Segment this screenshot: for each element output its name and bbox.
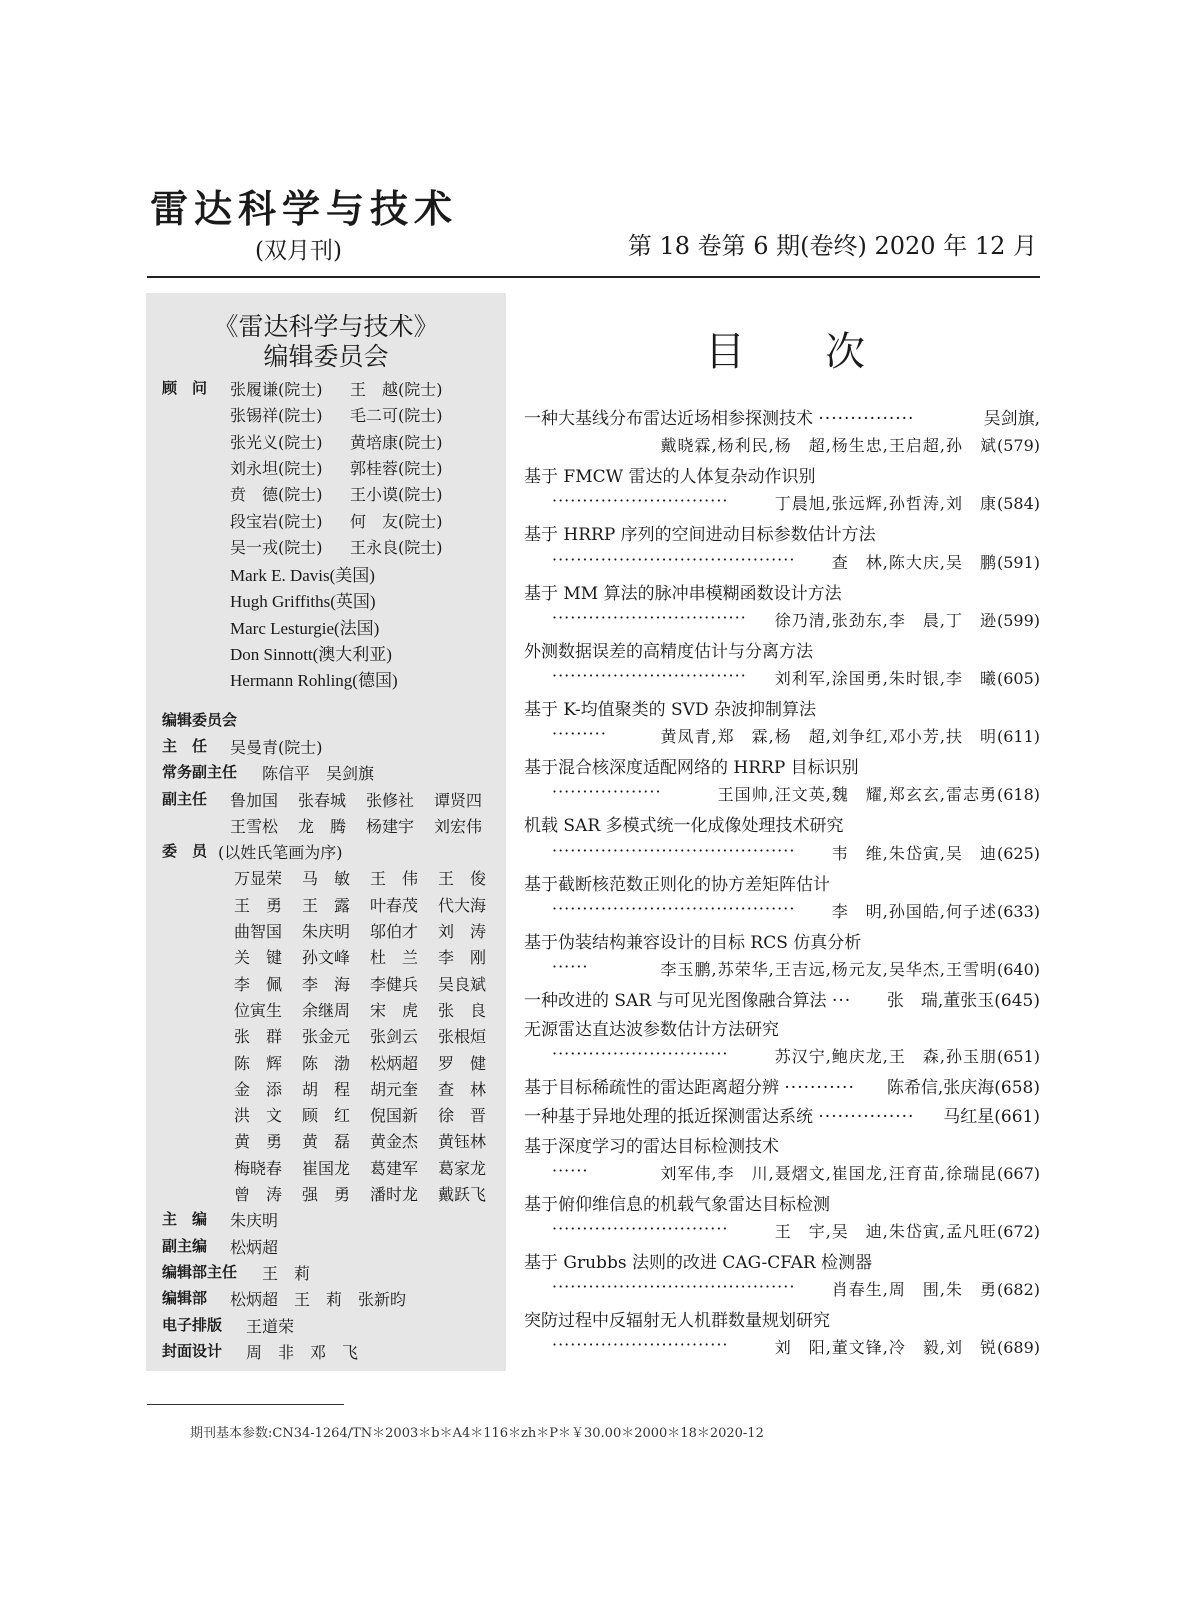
foreign-advisor-name: Don Sinnott(澳大利亚) (230, 645, 392, 664)
advisor-name: 刘永坦(院士) (230, 458, 323, 478)
board-row (162, 1235, 502, 1259)
toc-page: (599) (996, 610, 1040, 630)
member-name: 倪国新 (370, 1106, 419, 1126)
board-row (162, 456, 502, 480)
toc-authors: 黄凤青,郑 霖,杨 超,刘争红,邓小芳,扶 明 (660, 727, 997, 747)
member-name: 刘 涛 (438, 922, 487, 941)
vice-chair-name: 王雪松 (230, 816, 279, 836)
toc-authors-with-page (832, 841, 1040, 864)
office-label: 编辑部 (162, 1289, 208, 1308)
advisor-name: 段宝岩(院士) (230, 511, 323, 531)
toc-authors-with-page (775, 608, 1040, 631)
toc-entry-line (524, 1073, 1040, 1098)
member-name: 王 露 (302, 895, 351, 915)
toc-entry-title: 机载 SAR 多模式统一化成像处理技术研究 (524, 816, 844, 837)
member-name: 孙文峰 (302, 948, 351, 968)
toc-authors: 李玉鹏,苏荣华,王吉远,杨元友,吴华杰,王雪明 (660, 959, 997, 979)
toc-dots: ····························· (552, 1335, 729, 1355)
member-name: 顾 红 (302, 1106, 351, 1126)
toc-title: 一种基于异地处理的抵近探测雷达系统 (524, 1107, 813, 1128)
toc-entry-author-line (524, 782, 1040, 805)
toc-authors: 张 瑞,董张玉 (886, 991, 995, 1011)
editor-in-chief: 朱庆明 (230, 1211, 279, 1231)
board-row (162, 893, 502, 917)
toc-authors: 刘军伟,李 川,聂熠文,崔国龙,汪育苗,徐瑞昆 (660, 1163, 997, 1183)
advisor-name: 何 友(院士) (350, 511, 443, 531)
toc-entry-author-line (524, 1277, 1040, 1300)
member-name: 陈 辉 (234, 1053, 283, 1073)
toc-entry-title: 基于伪装结构兼容设计的目标 RCS 仿真分析 (524, 932, 862, 953)
member-name: 朱庆明 (302, 922, 351, 941)
toc-entry-title: 基于俯仰维信息的机载气象雷达目标检测 (524, 1194, 830, 1215)
exec-vice-label: 常务副主任 (162, 763, 238, 782)
editorial-board-panel (146, 293, 506, 1371)
member-name: 余继周 (302, 1000, 351, 1020)
toc-authors: 马红星 (943, 1107, 995, 1128)
advisor-name: 王永良(院士) (350, 537, 443, 557)
toc-entry-author-line (524, 550, 1040, 573)
typesetting-label: 电子排版 (162, 1315, 223, 1334)
toc-page: (672) (996, 1221, 1040, 1241)
toc-page: (625) (996, 843, 1040, 863)
board-row (162, 1182, 502, 1206)
member-name: 强 勇 (302, 1185, 351, 1204)
advisor-name: 张履谦(院士) (230, 380, 323, 399)
advisors-label: 顾 问 (162, 379, 208, 397)
member-name: 邬伯才 (370, 922, 419, 941)
board-row (162, 482, 502, 506)
toc-authors: 刘 阳,董文锋,冷 毅,刘 锐 (774, 1338, 997, 1358)
member-name: 潘时龙 (370, 1185, 419, 1204)
board-row (162, 1129, 502, 1153)
member-name: 王 伟 (370, 869, 419, 889)
advisor-name: 毛二可(院士) (350, 406, 443, 426)
vice-chair-name: 张修社 (366, 790, 415, 810)
toc-entry-line (524, 986, 1040, 1011)
board-row (162, 1077, 502, 1101)
toc-dots: ··· (831, 991, 852, 1011)
toc-dots: ······ (552, 1160, 589, 1180)
toc-authors-with-page (775, 666, 1040, 689)
board-row (162, 998, 502, 1022)
member-name: 李 海 (302, 974, 351, 994)
toc-page: (591) (996, 552, 1040, 572)
toc-entry-title: 基于 MM 算法的脉冲串模糊函数设计方法 (524, 583, 842, 604)
member-name: 马 敏 (302, 869, 351, 889)
members-label: 委 员 (162, 842, 208, 861)
toc-authors-with-page (775, 1219, 1040, 1242)
cover-label: 封面设计 (162, 1341, 223, 1360)
member-name: 梅晓春 (234, 1158, 283, 1178)
toc-page: (651) (996, 1047, 1040, 1067)
toc-heading: 目次 (705, 329, 945, 375)
toc-title-with-dots (524, 986, 851, 1011)
vice-chair-name: 刘宏伟 (434, 816, 483, 836)
member-name: 关 键 (234, 948, 283, 968)
toc-authors-with-page (887, 1073, 1040, 1098)
toc-title-with-dots (524, 404, 914, 429)
toc-entry-author-line (524, 957, 1040, 980)
member-name: 崔国龙 (302, 1158, 351, 1178)
foreign-advisor-name: Marc Lesturgie(法国) (230, 618, 380, 638)
board-row (162, 945, 502, 969)
board-row (162, 1261, 502, 1285)
toc-entry-title: 基于混合核深度适配网络的 HRRP 目标识别 (524, 758, 859, 779)
board-row (162, 587, 502, 611)
toc-authors: 查 林,陈大庆,吴 鹏 (831, 552, 997, 572)
toc-dots: ········· (552, 724, 607, 744)
member-name: 李 刚 (438, 948, 487, 968)
journal-frequency: (双月刊) (255, 238, 342, 264)
vice-chair-name: 杨建宇 (366, 816, 415, 836)
member-name: 张剑云 (370, 1027, 419, 1047)
board-row (162, 535, 502, 559)
committee-label: 编辑委员会 (162, 710, 238, 729)
toc-authors: 王 宇,吴 迪,朱岱寅,孟凡旺 (774, 1221, 997, 1241)
toc-dots: ··········· (784, 1078, 855, 1099)
exec-vice-names: 陈信平 吴剑旗 (262, 764, 375, 784)
member-name: 万显荣 (234, 869, 283, 889)
member-name: 位寅生 (234, 1000, 283, 1020)
toc-authors: 戴晓霖,杨利民,杨 超,杨生忠,王启超,孙 斌 (660, 436, 997, 456)
advisor-name: 吴一戎(院士) (230, 537, 323, 557)
toc-dots: ········································ (552, 549, 796, 569)
toc-entry-title: 基于 Grubbs 法则的改进 CAG-CFAR 检测器 (524, 1252, 873, 1273)
member-name: 张根烜 (438, 1027, 487, 1047)
toc-page: (579) (996, 436, 1040, 456)
member-name: 黄金杰 (370, 1132, 419, 1152)
member-name: 张 良 (438, 1000, 487, 1020)
toc-title: 一种改进的 SAR 与可见光图像融合算法 (524, 991, 827, 1011)
vice-chair-name: 鲁加国 (230, 790, 279, 810)
footer-rule (147, 1404, 344, 1405)
advisor-name: 张锡祥(院士) (230, 406, 323, 426)
toc-dots: ································ (552, 607, 747, 627)
toc-authors-with-page (887, 986, 1040, 1011)
board-row (162, 972, 502, 996)
board-row (162, 403, 502, 427)
toc-entry-author-line (524, 1044, 1040, 1067)
typesetting: 王道荣 (246, 1316, 295, 1336)
foreign-advisor-name: Hermann Rohling(德国) (230, 671, 398, 691)
toc-entry-title: 基于 HRRP 序列的空间进动目标参数估计方法 (524, 525, 876, 546)
toc-entry-author-line (524, 491, 1040, 514)
toc-entry-author-line (524, 666, 1040, 689)
member-name: 松炳超 (370, 1053, 419, 1073)
toc-dots: ····························· (552, 491, 729, 511)
toc-authors: 李 明,孙国皓,何子述 (831, 901, 997, 921)
toc-authors-with-page (661, 1161, 1040, 1184)
member-name: 张 群 (234, 1027, 283, 1047)
toc-entry-line (524, 1102, 1040, 1127)
toc-entry-author-line (524, 724, 1040, 747)
board-row (162, 866, 502, 890)
advisor-name: 贲 德(院士) (230, 485, 323, 505)
member-name: 李健兵 (370, 974, 419, 994)
member-name: 黄 勇 (234, 1132, 283, 1152)
member-name: 黄 磊 (302, 1132, 351, 1152)
member-name: 王 勇 (234, 895, 283, 915)
board-row (162, 735, 502, 759)
advisor-name: 郭桂蓉(院士) (350, 458, 443, 478)
member-name: 叶春茂 (370, 895, 419, 915)
board-row (162, 640, 502, 664)
board-row (162, 1024, 502, 1048)
toc-authors: 韦 维,朱岱寅,吴 迪 (831, 843, 997, 863)
chair-name: 吴曼青(院士) (230, 737, 323, 757)
member-name: 陈 渤 (302, 1053, 351, 1073)
toc-dots: ········································ (552, 898, 796, 918)
toc-entry-title: 基于 K-均值聚类的 SVD 杂波抑制算法 (524, 700, 816, 720)
journal-title: 雷达科学与技术 (150, 186, 459, 231)
member-name: 胡 程 (302, 1079, 351, 1099)
toc-page: (645) (994, 991, 1040, 1011)
toc-dots: ····························· (552, 1218, 729, 1238)
toc-authors: 肖春生,周 围,朱 勇 (831, 1280, 997, 1299)
board-row (162, 709, 502, 733)
toc-dots: ········································ (552, 1277, 796, 1296)
toc-entry-title: 基于深度学习的雷达目标检测技术 (524, 1136, 779, 1157)
cover: 周 非 邓 飞 (246, 1342, 359, 1362)
toc-authors-with-page (832, 899, 1040, 922)
member-name: 张金元 (302, 1027, 351, 1047)
toc-dots: ··············· (818, 1107, 915, 1128)
toc-entry-author-line (524, 841, 1040, 864)
board-row (162, 788, 502, 812)
member-name: 吴良斌 (438, 974, 487, 994)
toc-page: (605) (996, 668, 1040, 688)
editor-in-chief-label: 主 编 (162, 1210, 208, 1229)
member-name: 曾 涛 (234, 1185, 283, 1204)
board-row (162, 1208, 502, 1232)
toc-authors-with-page (832, 550, 1040, 573)
vice-chair-name: 龙 腾 (298, 816, 347, 836)
vice-chair-name: 谭贤四 (434, 790, 483, 810)
toc-entry-title: 突防过程中反辐射无人机群数量规划研究 (524, 1311, 830, 1332)
member-name: 宋 虎 (370, 1000, 419, 1020)
member-name: 罗 健 (438, 1053, 487, 1073)
member-name: 葛建军 (370, 1158, 419, 1178)
toc-entry-title: 外测数据误差的高精度估计与分离方法 (524, 641, 813, 662)
toc-authors: 王国帅,汪文英,魏 耀,郑玄玄,雷志勇 (717, 785, 997, 805)
toc-page: (618) (996, 785, 1040, 805)
toc-authors-with-page (661, 957, 1040, 980)
toc-page: (640) (996, 959, 1040, 979)
board-title-line2: 编辑委员会 (263, 342, 389, 371)
toc-author-first: 吴剑旗, (983, 409, 1040, 429)
toc-dots: ········································ (552, 840, 796, 860)
toc-dots: ····························· (552, 1044, 729, 1064)
member-name: 王 俊 (438, 869, 487, 889)
board-title-line1: 《雷达科学与技术》 (213, 312, 439, 341)
vice-label: 副主任 (162, 789, 208, 808)
toc-page: (658) (994, 1078, 1040, 1099)
toc-entry-title: 无源雷达直达波参数估计方法研究 (524, 1020, 779, 1041)
chair-label: 主 任 (162, 736, 208, 755)
toc-authors-with-page (661, 724, 1040, 747)
advisor-name: 黄培康(院士) (350, 432, 443, 452)
toc-entry-title: 基于 FMCW 雷达的人体复杂动作识别 (524, 467, 816, 488)
toc-entry-author-line (524, 1335, 1040, 1358)
toc-page: (584) (996, 494, 1040, 514)
toc-page: (611) (996, 727, 1040, 747)
member-name: 葛家龙 (438, 1158, 487, 1178)
journal-parameters: 期刊基本参数:CN34-1264/TN＊2003＊b＊A4＊116＊zh＊P＊￥30.00＊2000＊18＊2020-12 (190, 1426, 764, 1441)
toc-title: 基于目标稀疏性的雷达距离超分辨 (524, 1078, 779, 1099)
board-row (162, 1314, 502, 1338)
advisor-name: 王 越(院士) (350, 380, 443, 399)
member-name: 代大海 (438, 895, 487, 915)
toc-page: (682) (996, 1280, 1040, 1299)
board-row (162, 430, 502, 454)
foreign-advisor-name: Hugh Griffiths(英国) (230, 592, 376, 612)
members-note: (以姓氏笔画为序) (218, 843, 343, 863)
advisor-name: 张光义(院士) (230, 432, 323, 452)
header-rule (147, 276, 1040, 278)
office-director-label: 编辑部主任 (162, 1262, 238, 1281)
deputy-editor-label: 副主编 (162, 1236, 208, 1255)
toc-page: (689) (996, 1338, 1040, 1358)
toc-page: (667) (996, 1163, 1040, 1183)
vice-chair-name: 张春城 (298, 790, 347, 810)
toc-authors-with-page (775, 1044, 1040, 1067)
office: 松炳超 王 莉 张新昀 (230, 1290, 407, 1310)
board-row (162, 614, 502, 638)
toc-authors-with-page (943, 1102, 1040, 1127)
toc-title: 一种大基线分布雷达近场相参探测技术 (524, 409, 813, 429)
board-row (162, 1051, 502, 1075)
member-name: 洪 文 (234, 1106, 283, 1126)
member-name: 胡元奎 (370, 1079, 419, 1099)
board-row (162, 1340, 502, 1364)
deputy-editor: 松炳超 (230, 1237, 279, 1257)
toc-page: (661) (994, 1107, 1040, 1128)
toc-entry-title-line (524, 404, 1040, 429)
toc-entry-title: 基于截断核范数正则化的协方差矩阵估计 (524, 874, 830, 895)
board-row (162, 1156, 502, 1180)
toc-entry-author-line (524, 1219, 1040, 1242)
board-row (162, 840, 502, 864)
member-name: 戴跃飞 (438, 1185, 487, 1204)
board-row (162, 561, 502, 585)
toc-entry-author-line (524, 1161, 1040, 1184)
member-name: 查 林 (438, 1079, 487, 1099)
member-name: 黄钰林 (438, 1132, 487, 1152)
board-row (162, 919, 502, 943)
toc-authors-with-page (775, 491, 1040, 514)
toc-entry-author-line (524, 899, 1040, 922)
board-row (162, 1103, 502, 1127)
board-row (162, 377, 502, 401)
issue-info: 第 18 卷第 6 期(卷终) 2020 年 12 月 (627, 232, 1037, 260)
advisor-name: 王小谟(院士) (350, 485, 443, 505)
toc-title-with-dots (524, 1073, 855, 1098)
toc-authors-with-page (832, 1277, 1040, 1300)
toc-authors: 刘利军,涂国勇,朱时银,李 曦 (774, 668, 997, 688)
toc-authors: 苏汉宁,鲍庆龙,王 森,孙玉朋 (774, 1047, 997, 1067)
toc-authors-with-page (718, 782, 1040, 805)
member-name: 曲智国 (234, 922, 283, 941)
toc-dots: ·················· (552, 782, 662, 802)
member-name: 徐 晋 (438, 1106, 487, 1126)
board-row (162, 1287, 502, 1311)
board-row (162, 761, 502, 785)
toc-page: (633) (996, 901, 1040, 921)
toc-authors-with-page (775, 1335, 1040, 1358)
toc-authors: 丁晨旭,张远辉,孙哲涛,刘 康 (774, 494, 997, 514)
office-director: 王 莉 (262, 1263, 311, 1283)
member-name: 金 添 (234, 1079, 283, 1099)
board-row (162, 666, 502, 690)
toc-dots: ······ (552, 956, 589, 976)
toc-authors: 陈希信,张庆海 (886, 1078, 995, 1099)
toc-dots: ································ (552, 665, 747, 685)
board-row (162, 509, 502, 533)
toc-entry-author-line (524, 608, 1040, 631)
board-row (162, 814, 502, 838)
foreign-advisor-name: Mark E. Davis(美国) (230, 566, 375, 586)
member-name: 李 佩 (234, 974, 283, 994)
member-name: 杜 兰 (370, 948, 419, 968)
toc-dots: ··············· (818, 409, 915, 429)
toc-title-with-dots (524, 1102, 914, 1127)
toc-authors: 徐乃清,张劲东,李 晨,丁 逊 (774, 610, 997, 630)
toc-entry-author-line (524, 433, 1040, 456)
